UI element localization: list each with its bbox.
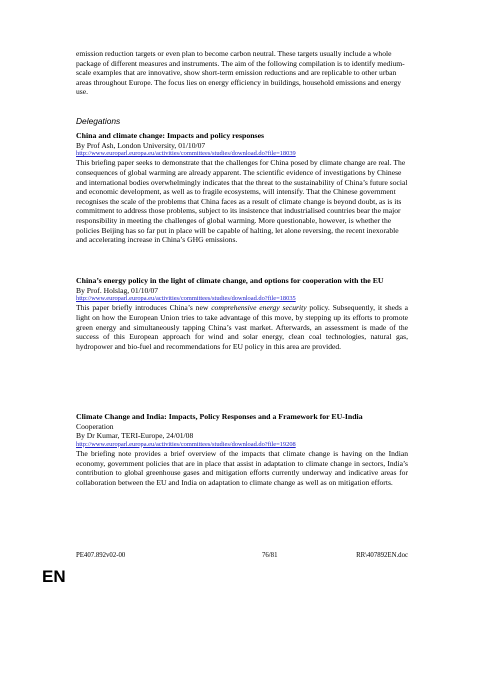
- study-title: China’s energy policy in the light of climate change, and options for cooperation with the EU: [76, 276, 384, 285]
- intro-paragraph: emission reduction targets or even plan to become carbon neutral. These targets usually include a whole package of different measures and instruments. The aim of the following compilation is to identify medium-scale examples that are innovative, show short-term emission reductions and are replicable to other urban areas throughout Europe. The focus lies on energy efficiency in buildings, household emissions and energy use.: [76, 49, 405, 97]
- study-author: By Dr Kumar, TERI-Europe, 24/01/08: [76, 431, 194, 441]
- study-summary: [76, 303, 408, 351]
- page-number: 76/81: [262, 552, 278, 559]
- summary-text: This paper briefly introduces China’s new: [76, 303, 212, 313]
- page-footer: [76, 551, 408, 561]
- file-name: RR\407892EN.doc: [356, 552, 408, 559]
- study-download-link[interactable]: http://www.europarl.europa.eu/activities/committees/studies/download.do?file=19208: [76, 440, 296, 448]
- study-download-link[interactable]: http://www.europarl.europa.eu/activities/committees/studies/download.do?file=18039: [76, 150, 296, 158]
- study-author: By Prof Ash, London University, 01/10/07: [76, 140, 206, 150]
- summary-emphasis: comprehensive energy security: [211, 303, 307, 313]
- study-entry: [76, 412, 408, 487]
- study-title: China and climate change: Impacts and policy responses: [76, 131, 265, 140]
- study-title: Climate Change and India: Impacts, Policy Responses and a Framework for EU-India: [76, 412, 363, 421]
- study-download-link[interactable]: http://www.europarl.europa.eu/activities/committees/studies/download.do?file=18035: [76, 295, 296, 303]
- study-title-continued: Cooperation: [76, 421, 114, 431]
- section-heading: Delegations: [76, 116, 121, 126]
- study-summary: The briefing note provides a brief overview of the impacts that climate change is having on the Indian economy, government policies that are in place that assist in adaptation to climate change in sectors, India’s contribution to global greenhouse gases and mitigation efforts currently underway and indicative areas for collaboration between the EU and India on adaptation to climate change as well as on mitigation efforts.: [76, 448, 408, 487]
- study-entry: [76, 276, 408, 351]
- study-summary: This briefing paper seeks to demonstrate that the challenges for China posed by climate change are real. The consequences of global warming are already apparent. The scientific evidence of investigations by Chinese and international bodies overwhelmingly indicates that the threat to the sustainability of China’s future social and economic development, as well as to fragile ecosystems, will intensify. That the Chinese government recognises the scale of the problems that China faces as a result of climate change is beyond doubt, as is its commitment to address those problems, subject to its insistence that industrialised countries bear the major responsibility in meeting the challenges of global warming. More questionable, however, is whether the policies Beijing has so far put in place will be capable of halting, let alone reversing, the recent inexorable and accelerating increase in China’s GHG emissions.: [76, 158, 408, 245]
- document-reference: PE407.892v02-00: [76, 552, 126, 559]
- summary-text: policy. Subsequently, it sheds a light on how the European Union tries to take advantage of this move, by stepping up its efforts to promote green energy and simultaneously tapping China’s vast market. Afterwards, an assessment is made of the success of this European approach for wind and solar energy, clean coal technologies, natural gas, hydropower and bio-fuel and recommendations for EU policy in this area are provided.: [76, 303, 408, 351]
- study-entry: [76, 131, 408, 245]
- study-author: By Prof. Holslag, 01/10/07: [76, 285, 159, 295]
- language-code: EN: [42, 567, 66, 586]
